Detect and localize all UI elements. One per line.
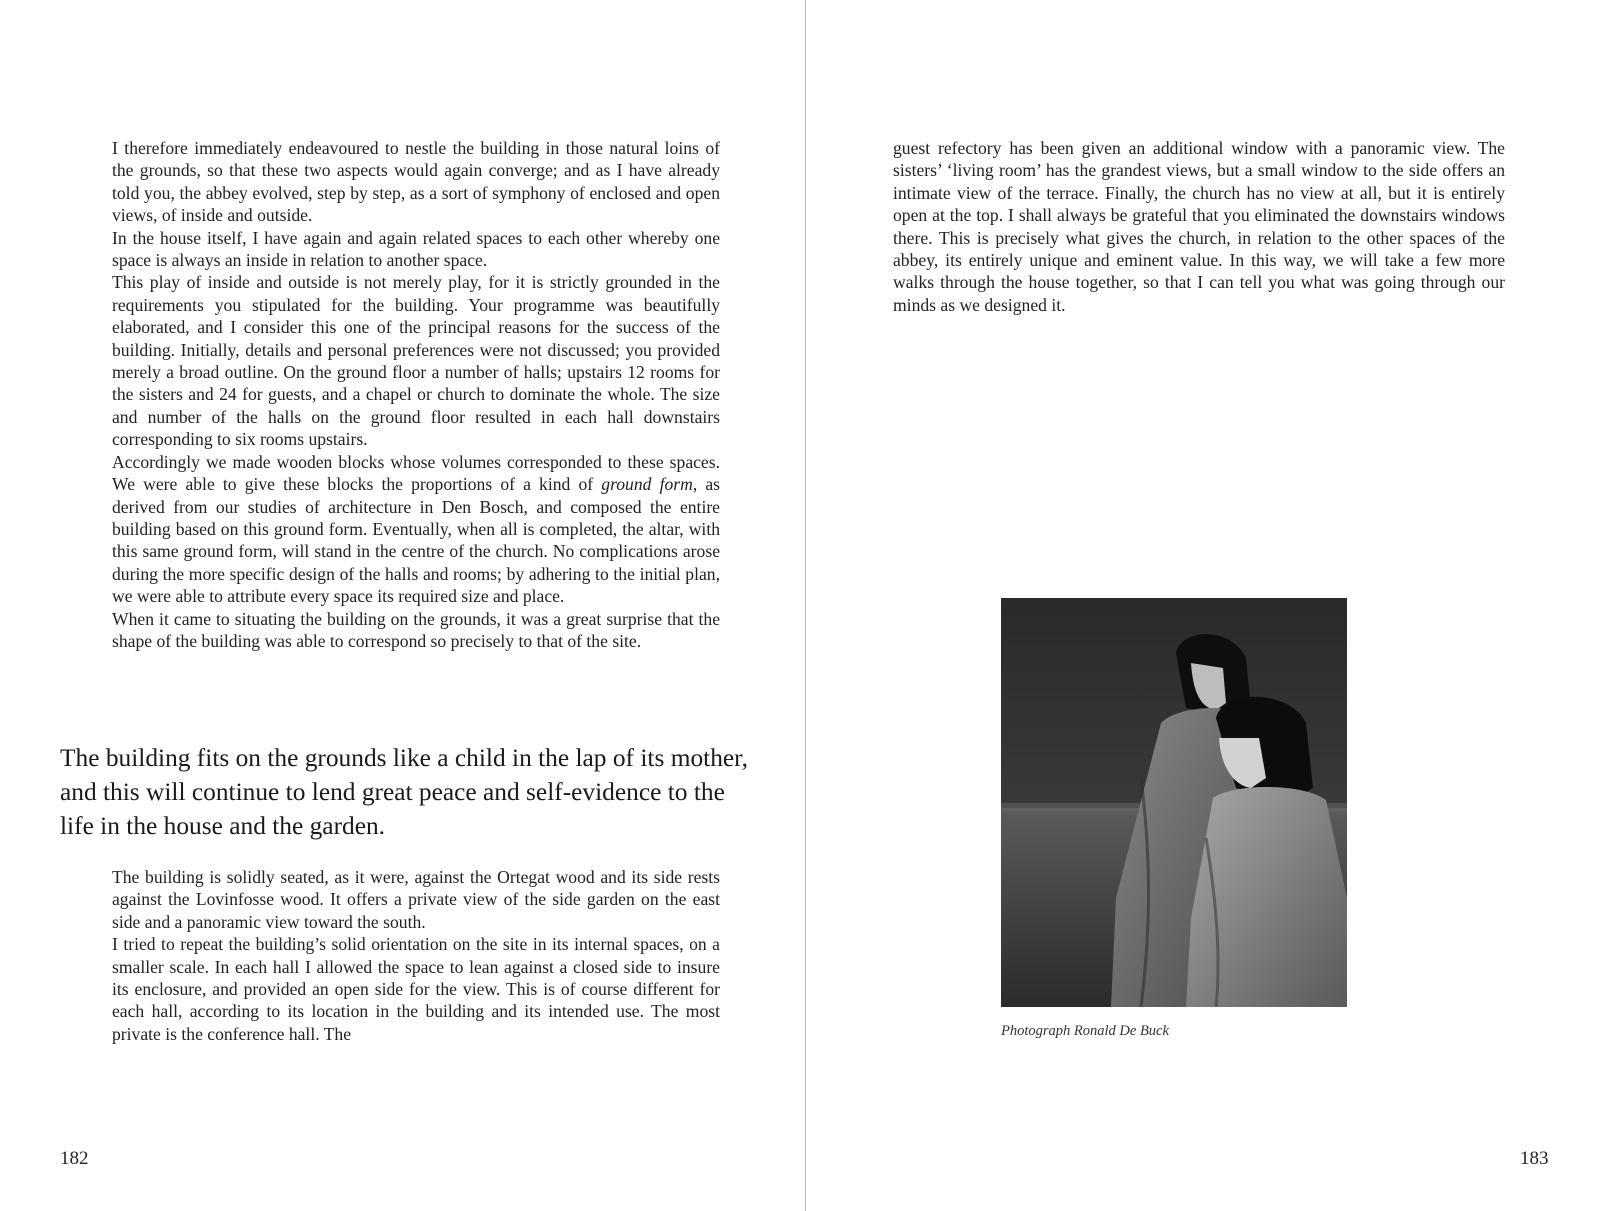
paragraph: guest refectory has been given an additional window with a panoramic view. The sisters’ ‘living room’ has the grandest views, but a small window to the side offers an intimate view of the terrace. Finally, the church has no view at all, but it is entirely open at the top. I shall always be grateful that you eliminated the downstairs windows there. This is precisely what gives the church, in relation to the other spaces of the abbey, its entirely unique and eminent value. In this way, we will take a few more walks through the house together, so that I can tell you what was going through our minds as we designed it. (893, 138, 1505, 315)
paragraph: When it came to situating the building on the grounds, it was a great surprise that the shape of the building was able to correspond so precisely to that of the site. (112, 608, 720, 651)
text-run: , as derived from our studies of architecture in Den Bosch, and composed the entire building based on this ground form. Eventually, when all is completed, the altar, with this same ground form, will stand in the centre of the church. No complications arose during the more specific design of the halls and rooms; by adhering to the initial plan, we were able to attribute every space its required size and place. (112, 474, 720, 607)
pull-quote: The building fits on the grounds like a child in the lap of its mother, and this will continue to lend great peace and self-evidence to the life in the house and the garden. (60, 744, 748, 840)
photograph (1001, 598, 1347, 1007)
paragraph: I tried to repeat the building’s solid orientation on the site in its internal spaces, on a smaller scale. In each hall I allowed the space to lean against a closed side to insure its enclosure, and provided an open side for the view. This is of course different for each hall, according to its location in the building and its intended use. The most private is the conference hall. The (112, 934, 720, 1044)
photo-nuns-image (1001, 598, 1347, 1007)
paragraph: I therefore immediately endeavoured to nestle the building in those natural loins of the grounds, so that these two aspects would again converge; and as I have already told you, the abbey evolved, step by step, as a sort of symphony of enclosed and open views, of inside and outside. (112, 138, 720, 226)
body-text-bottom (112, 866, 720, 1045)
paragraph: The building is solidly seated, as it were, against the Ortegat wood and its side rests against the Lovinfosse wood. It offers a private view of the side garden on the east side and a panoramic view toward the south. (112, 867, 720, 932)
paragraph-with-italic (112, 451, 720, 608)
page-number: 182 (60, 1148, 89, 1169)
text-run: Accordingly we made wooden blocks whose volumes corresponded to these spaces. We were able to give these blocks the proportions of a kind of (112, 451, 720, 495)
body-text-top (112, 137, 720, 652)
body-text (893, 137, 1505, 316)
page-number: 183 (1520, 1148, 1549, 1169)
right-page (806, 0, 1600, 1211)
paragraph: This play of inside and outside is not merely play, for it is strictly grounded in the requirements you stipulated for the building. Your programme was beautifully elaborated, and I consider this one of the principal reasons for the success of the building. Initially, details and personal preferences were not discussed; you provided merely a broad outline. On the ground floor a number of halls; upstairs 12 rooms for the sisters and 24 for guests, and a chapel or church to dominate the whole. The size and number of the halls on the ground floor resulted in each hall downstairs corresponding to six rooms upstairs. (112, 272, 720, 450)
photo-caption: Photograph Ronald De Buck (1001, 1023, 1169, 1039)
italic-term: ground form (601, 474, 693, 495)
paragraph: In the house itself, I have again and again related spaces to each other whereby one space is always an inside in relation to another space. (112, 227, 720, 271)
